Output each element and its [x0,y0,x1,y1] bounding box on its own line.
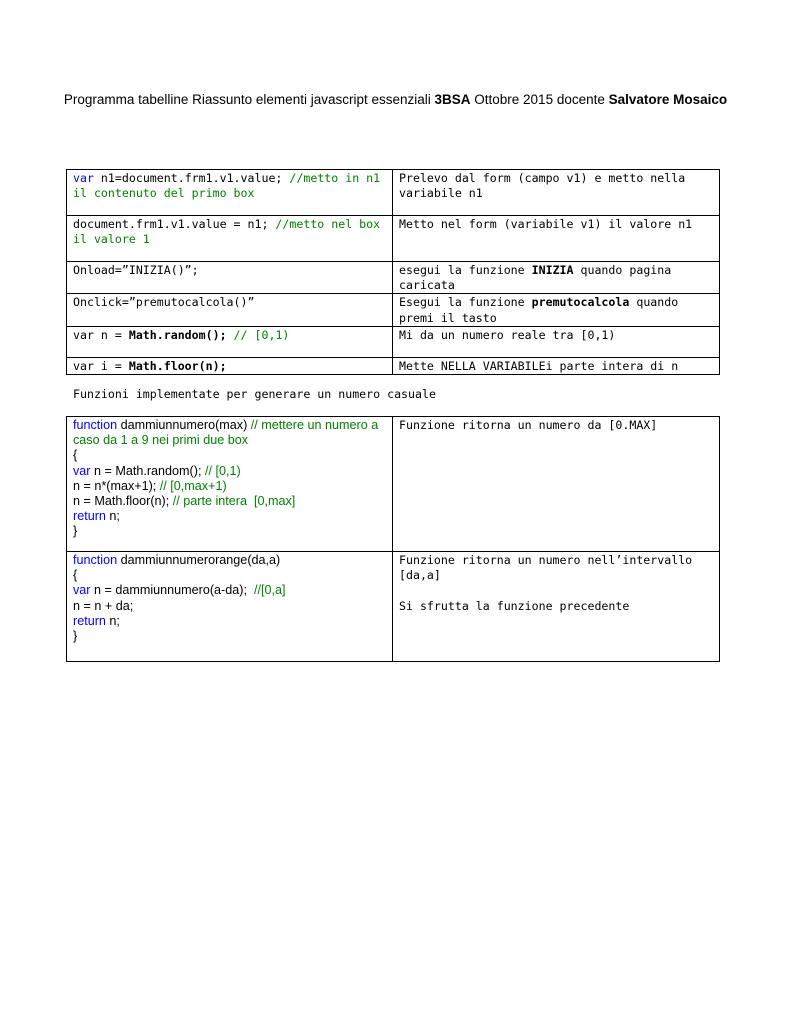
description-cell: Funzione ritorna un numero nell’intervallo [da,a] Si sfrutta la funzione precedente [393,552,720,662]
summary-table [66,169,720,375]
description-cell: Esegui la funzione premutocalcola quando premi il tasto [393,294,720,326]
code-cell: Onload=”INIZIA()”; [67,262,393,294]
description-cell: esegui la funzione INIZIA quando pagina caricata [393,262,720,294]
table-row [67,552,720,662]
description-cell: Prelevo dal form (campo v1) e metto nella variabile n1 [393,170,720,216]
description-cell: Metto nel form (variabile v1) il valore n1 [393,216,720,262]
table-row [67,417,720,552]
code-cell: Onclick=”premutocalcola()” [67,294,393,326]
table-row [67,170,720,216]
table-row [67,216,720,262]
table-row [67,357,720,374]
table-row [67,326,720,357]
description-cell: Funzione ritorna un numero da [0.MAX] [393,417,720,552]
description-cell: Mi da un numero reale tra [0,1) [393,326,720,357]
description-cell: Mette NELLA VARIABILEi parte intera di n [393,357,720,374]
table-row [67,262,720,294]
code-cell: function dammiunnumero(max) // mettere un numero a caso da 1 a 9 nei primi due box { var n = Math.random(); // [0,1) n = n*(max+1); // [0,max+1) n = Math.floor(n); // parte intera [0,max] return n; } [67,417,393,552]
functions-table [66,416,720,662]
code-cell: var n = Math.random(); // [0,1) [67,326,393,357]
code-cell: var i = Math.floor(n); [67,357,393,374]
page-title: Programma tabelline Riassunto elementi javascript essenziali 3BSA Ottobre 2015 docente Salvatore Mosaico [63,92,728,107]
table-row [67,294,720,326]
section-subtitle: Funzioni implementate per generare un numero casuale [73,387,436,401]
code-cell: var n1=document.frm1.v1.value; //metto in n1 il contenuto del primo box [67,170,393,216]
code-cell: document.frm1.v1.value = n1; //metto nel box il valore 1 [67,216,393,262]
code-cell: function dammiunnumerorange(da,a) { var n = dammiunnumero(a-da); //[0,a] n = n + da; return n; } [67,552,393,662]
